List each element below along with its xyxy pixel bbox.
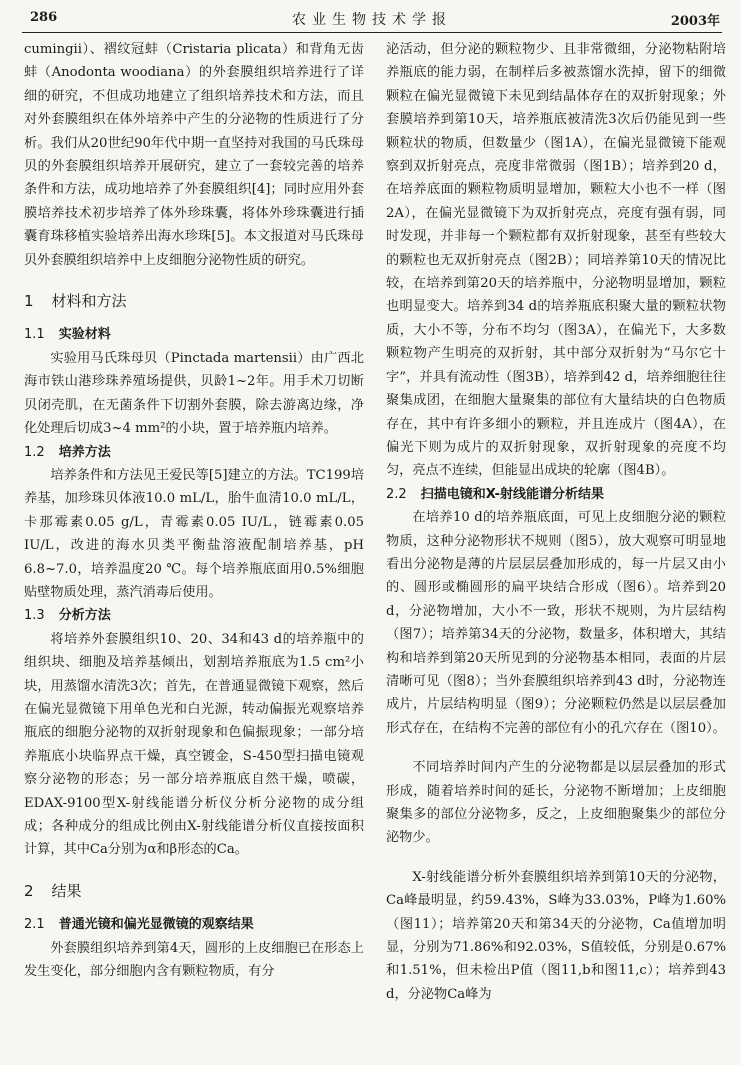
results-paragraph-start: 外套膜组织培养到第4天，圆形的上皮细胞已在形态上发生变化，部分细胞内含有颗粒物质，有分 [24,940,364,980]
journal-year: 2003年 [670,14,720,29]
xray-paragraph: X-射线能谱分析外套膜组织培养到第10天的分泌物，Ca峰最明显，约59.43%，S峰为33.03%，P峰为1.60%（图11）；培养第20天和第34天的分泌物，Ca值增加明显，分别为71.86%和92.03%，S值较低，分别是0.67%和1.51%，但未检出P值（图11,b和图11,c）；培养到43 d，分泌物Ca峰为 [386,869,726,1002]
paragraph-gap [386,850,726,866]
paragraph-gap [386,740,726,756]
section-title: 材料和方法 [51,292,127,311]
materials-paragraph: 实验用马氏珠母贝（Pinctada martensii）由广西北海市铁山港珍珠养殖场提供，贝龄1~2年。用手术刀切断贝闭壳肌，在无菌条件下切割外套膜，除去游离边缘，净化处理后切成3~4 mm²的小块，置于培养瓶内培养。 [24,350,364,437]
section-2-heading [24,880,364,903]
section-number: 2.1 [24,917,45,933]
section-1-heading [24,290,364,313]
analysis-method-paragraph: 将培养外套膜组织10、20、34和43 d的培养瓶中的组织块、细胞及培养基倾出，划割培养瓶底为1.5 cm²小块，用蒸馏水清洗3次；首先，在普通显微镜下观察，然后在偏光显微镜下用单色光和白光源，转动偏振光观察培养瓶底的细胞分泌物的双折射现象和色偏振现象；一部分培养瓶底小块临界点干燥，真空镀金，S-450型扫描电镜观察分泌物的形态；另一部分培养瓶底自然干燥，喷碳，EDAX-9100型X-射线能谱分析仪分析分泌物的成分组成；各种成分的组成比例由X-射线能谱分析仪直接按面积计算，其中Ca分别为α和β形态的Ca。 [24,631,364,858]
right-column [386,38,726,1058]
section-2-1-heading [24,913,364,936]
results-paragraph-continued: 泌活动，但分泌的颗粒物少、且非常微细，分泌物粘附培养瓶底的能力弱，在制样后多被蒸馏水洗掉，留下的细微颗粒在偏光显微镜下未见到结晶体存在的双折射现象；外套膜培养到第10天，培养瓶底被清洗3次后仍能见到一些颗粒状的物质，但数量少（图1A），在偏光显微镜下能观察到双折射亮点，亮度非常微弱（图1B）；培养到20 d，在培养底面的颗粒物质明显增加，颗粒大小也不一样（图2A），在偏光显微镜下为双折射亮点，亮度有强有弱，同时发现，并非每一个颗粒都有双折射现象，甚至有些较大的颗粒也无双折射亮点（图2B）；同培养第10天的情况比较，在培养到第20天的培养瓶中，分泌物明显增加，颗粒也明显变大。培养到34 d的培养瓶底积聚大量的颗粒状物质，大小不等，分布不均匀（图3A），在偏光下，大多数颗粒物产生明亮的双折射，其中部分双折射为“马尔它十字”，并具有流动性（图3B），培养到42 d，培养细胞往往聚集成团，在细胞大量聚集的部位有大量结块的白色物质存在，其中有许多细小的颗粒，并且连成片（图4A），在偏光下则为成片的双折射现象，双折射现象的亮度不均匀，亮点不连续，但能显出成块的轮廓（图4B）。 [386,42,726,479]
section-number: 1 [24,292,34,311]
page-header [22,6,722,33]
left-column [24,38,364,1058]
sem-paragraph: 在培养10 d的培养瓶底面，可见上皮细胞分泌的颗粒物质，这种分泌物形状不规则（图5），放大观察可明显地看出分泌物是薄的片层层层叠加形成的，每一片层又由小的、圆形或椭圆形的扁平块结合形成（图6）。培养到20 d，分泌物增加，大小不一致，形状不规则，为片层结构（图7）；培养第34天的分泌物，数量多，体积增大，其结构和培养到第20天所见到的分泌物基本相同，表面的片层清晰可见（图8）；当外套膜组织培养到43 d时，分泌物连成片，片层结构明显（图9）；分泌颗粒仍然是以层层叠加形式存在，在结构不完善的部位有小的孔穴存在（图10）。 [386,510,726,736]
section-1-2-heading [24,441,364,464]
section-title: 扫描电镜和X-射线能谱分析结果 [420,486,605,502]
section-1-3-heading [24,604,364,627]
section-number: 2 [24,881,34,900]
section-title: 分析方法 [58,608,111,624]
section-1-1-heading [24,323,364,346]
intro-paragraph: cumingii）、褶纹冠蚌（Cristaria plicata）和背角无齿蚌（Anodonta woodiana）的外套膜组织培养进行了详细的研究，不但成功地建立了组织培养技术和方法，而且对外套膜组织在体外培养中产生的分泌物的性质进行了分析。我们从20世纪90年代中期一直坚持对我国的马氏珠母贝的外套膜组织培养开展研究，建立了一套较完善的培养条件和方法，成功地培养了外套膜组织[4]；同时应用外套膜培养技术初步培养了体外珍珠囊，将体外珍珠囊进行插囊育珠移植实验培养出海水珍珠[5]。本文报道对马氏珠母贝外套膜组织培养中上皮细胞分泌物性质的研究。 [24,42,364,268]
section-number: 1.2 [24,444,45,460]
section-number: 1.1 [24,327,45,343]
culture-method-paragraph: 培养条件和方法见王爱民等[5]建立的方法。TC199培养基，加珍珠贝体液10.0 mL/L，胎牛血清10.0 mL/L，卡那霉素0.05 g/L，青霉素0.05 IU/L，链霉素0.05 IU/L，改进的海水贝类平衡盐溶液配制培养基，pH 6.8~7.0，培养温度20 ℃。每个培养瓶底面用0.5%细胞贴壁物质处理，蒸汽消毒后使用。 [24,467,364,600]
summary-paragraph: 不同培养时间内产生的分泌物都是以层层叠加的形式形成，随着培养时间的延长，分泌物不断增加；上皮细胞聚集多的部位分泌物多，反之，上皮细胞聚集少的部位分泌物少。 [386,760,726,846]
section-2-2-heading [386,483,726,506]
section-number: 2.2 [386,486,407,502]
section-number: 1.3 [24,608,45,624]
page-number: 286 [30,10,58,25]
section-title: 结果 [51,881,82,900]
journal-title: 农业生物技术学报 [292,12,452,28]
section-title: 实验材料 [58,327,111,343]
section-title: 培养方法 [58,444,111,460]
section-title: 普通光镜和偏光显微镜的观察结果 [58,917,254,933]
